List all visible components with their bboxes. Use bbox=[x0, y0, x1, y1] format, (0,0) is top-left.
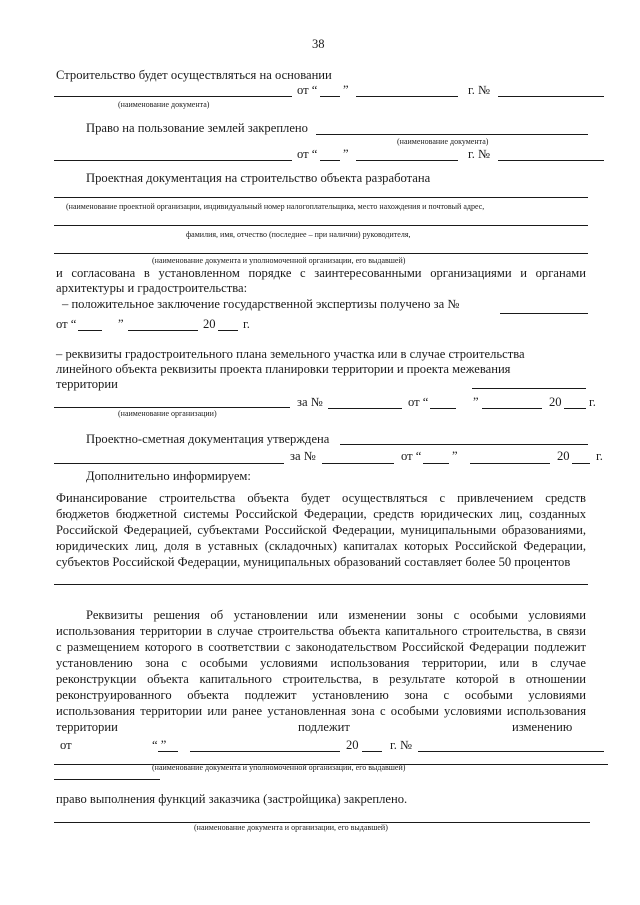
estimate-g-label: г. bbox=[596, 449, 603, 463]
zone-line-1: Реквизиты решения об установлении или изменении зоны с особыми условиями bbox=[86, 608, 586, 622]
gpzu-year-label: 20 bbox=[549, 395, 562, 409]
estimate-quote-close: ” bbox=[452, 449, 458, 463]
gpzu-number-line-top bbox=[472, 378, 586, 389]
zone-quotes: “ ” bbox=[152, 738, 167, 752]
gpzu-ot-label: от “ bbox=[408, 395, 429, 409]
financing-line-5: субъектов Российской Федерации, муниципальных образований составляет более 50 процентов bbox=[56, 555, 571, 569]
gpzu-za-no-label: за № bbox=[297, 395, 323, 409]
gpzu-line-3: территории bbox=[56, 377, 118, 391]
land-right-doc-line-2 bbox=[54, 150, 292, 161]
gpzu-year-line bbox=[564, 398, 586, 409]
gpzu-day-line bbox=[430, 398, 456, 409]
agreed-line-1: и согласована в установленном порядке с заинтересованными организациями и органами bbox=[56, 266, 586, 280]
financing-line-4: юридических лиц, доля в уставных (складочных) капиталах которых Российской Федерации, bbox=[56, 539, 586, 553]
zone-line-2: использования территории в случае строительства объекта капитального строительства, в связи bbox=[56, 624, 586, 638]
estimate-month-line bbox=[470, 453, 550, 464]
expertise-month-line bbox=[128, 320, 198, 331]
estimate-number-line bbox=[322, 453, 394, 464]
customer-text: право выполнения функций заказчика (застройщика) закреплено. bbox=[56, 792, 408, 806]
page-number: 38 bbox=[312, 37, 325, 51]
project-org-line-1 bbox=[54, 187, 588, 198]
financing-line-2: бюджетов бюджетной системы Российской Федерации, средств юридических лиц, созданных bbox=[56, 507, 586, 521]
land-right-doc-line bbox=[316, 124, 588, 135]
expertise-quote-close: ” bbox=[118, 317, 124, 331]
construction-number-line bbox=[498, 86, 604, 97]
zone-month-line bbox=[190, 741, 340, 752]
land-right-doc-caption: (наименование документа) bbox=[397, 137, 489, 146]
land-right-date-line bbox=[356, 150, 458, 161]
construction-doc-line bbox=[54, 86, 292, 97]
zone-line-4: установлению зона с особыми условиями использования территории, или в случае bbox=[56, 656, 586, 670]
customer-doc-caption: (наименование документа и организации, его выдавшей) bbox=[194, 823, 388, 832]
zone-line-5: реконструкции объекта капитального строительства, в результате которой в отношении bbox=[56, 672, 586, 686]
construction-quote-close: ” bbox=[343, 83, 349, 97]
financing-line-1: Финансирование строительства объекта будет осуществляться с привлечением средств bbox=[56, 491, 586, 505]
gpzu-quote-close: ” bbox=[473, 395, 479, 409]
zone-number-line bbox=[418, 741, 604, 752]
land-right-g-no-label: г. № bbox=[468, 147, 491, 161]
project-org-line-2 bbox=[54, 215, 588, 226]
financing-line-3: Российской Федерацией, субъектами Российской Федерации, муниципальными образованиями, bbox=[56, 523, 586, 537]
zone-word-subject: подлежит bbox=[298, 720, 350, 734]
additional-title: Дополнительно информируем: bbox=[86, 469, 251, 483]
estimate-day-line bbox=[423, 453, 449, 464]
zone-ot-label: от bbox=[60, 738, 72, 752]
construction-date-line bbox=[356, 86, 458, 97]
gpzu-org-line bbox=[54, 397, 290, 408]
expertise-day-line bbox=[78, 320, 102, 331]
construction-doc-caption: (наименование документа) bbox=[118, 100, 210, 109]
zone-line-7: использования территории или ранее установленная зона с особыми условиями использования bbox=[56, 704, 586, 718]
expertise-g-label: г. bbox=[243, 317, 250, 331]
zone-word-territory: территории bbox=[56, 720, 118, 734]
construction-ot-label: от “ bbox=[297, 83, 318, 97]
zone-doc-line-2 bbox=[54, 769, 160, 780]
project-org-line-3 bbox=[54, 243, 588, 254]
estimate-ot-label: от “ bbox=[401, 449, 422, 463]
estimate-za-no-label: за № bbox=[290, 449, 316, 463]
project-docs-text: Проектная документация на строительство объекта разработана bbox=[86, 171, 431, 185]
expertise-ot-label: от “ bbox=[56, 317, 77, 331]
zone-doc-caption: (наименование документа и уполномоченной организации, его выдавшей) bbox=[152, 763, 406, 772]
land-right-quote-close: ” bbox=[343, 147, 349, 161]
expertise-number-line bbox=[500, 303, 588, 314]
expertise-year-label: 20 bbox=[203, 317, 216, 331]
zone-year-line bbox=[362, 741, 382, 752]
project-org-caption-3: (наименование документа и уполномоченной организации, его выдавшей) bbox=[152, 256, 406, 265]
gpzu-line-1: – реквизиты градостроительного плана земельного участка или в случае строительства bbox=[56, 347, 525, 361]
gpzu-g-label: г. bbox=[589, 395, 596, 409]
zone-day-line bbox=[158, 741, 178, 752]
estimate-doc-line bbox=[340, 434, 588, 445]
zone-line-6: реконструированного объекта подлежит установлению зона с особыми условиями bbox=[56, 688, 586, 702]
zone-year-label: 20 bbox=[346, 738, 359, 752]
zone-line-3: с размещением которого в соответствии с законодательством Российской Федерации подлежит bbox=[56, 640, 586, 654]
estimate-text: Проектно-сметная документация утверждена bbox=[86, 432, 330, 446]
expertise-text: – положительное заключение государственной экспертизы получено за № bbox=[62, 297, 460, 311]
land-right-text: Право на пользование землей закреплено bbox=[86, 121, 308, 135]
estimate-org-line bbox=[54, 453, 284, 464]
construction-g-no-label: г. № bbox=[468, 83, 491, 97]
land-right-ot-label: от “ bbox=[297, 147, 318, 161]
financing-line-blank bbox=[54, 574, 588, 585]
gpzu-org-caption: (наименование организации) bbox=[118, 409, 217, 418]
project-org-caption-1: (наименование проектной организации, индивидуальный номер налогоплательщика, место нахождения и почтовый адрес, bbox=[66, 202, 485, 211]
estimate-year-line bbox=[572, 453, 590, 464]
land-right-day-line bbox=[320, 150, 340, 161]
land-right-number-line bbox=[498, 150, 604, 161]
estimate-year-label: 20 bbox=[557, 449, 570, 463]
zone-word-change: изменению bbox=[512, 720, 573, 734]
construction-day-line bbox=[320, 86, 340, 97]
gpzu-number-line bbox=[328, 398, 402, 409]
gpzu-month-line bbox=[482, 398, 542, 409]
zone-g-no-label: г. № bbox=[390, 738, 413, 752]
construction-basis-text: Строительство будет осуществляться на основании bbox=[56, 68, 332, 82]
gpzu-line-2: линейного объекта реквизиты проекта планировки территории и проекта межевания bbox=[56, 362, 511, 376]
customer-doc-line bbox=[54, 812, 590, 823]
expertise-year-line bbox=[218, 320, 238, 331]
agreed-line-2: архитектуры и градостроительства: bbox=[56, 281, 248, 295]
project-org-caption-2: фамилия, имя, отчество (последнее – при наличии) руководителя, bbox=[186, 230, 411, 239]
